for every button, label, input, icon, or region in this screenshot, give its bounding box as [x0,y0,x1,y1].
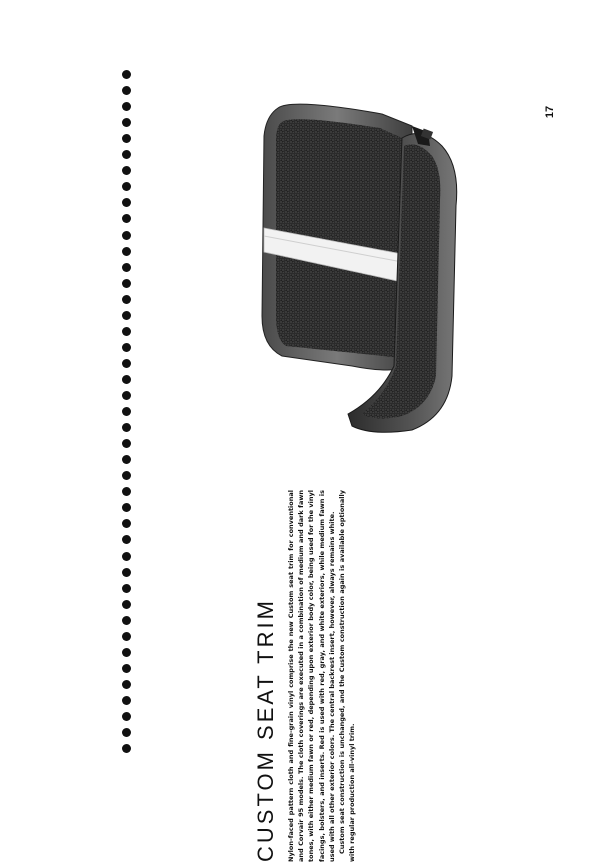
binder-hole [122,632,131,641]
binder-hole [122,471,131,480]
binder-hole [122,728,131,737]
binder-hole [122,503,131,512]
binder-hole [122,70,131,79]
binder-hole [122,311,131,320]
binder-hole [122,182,131,191]
article-block [253,490,357,862]
binder-hole [122,375,131,384]
binder-hole [122,439,131,448]
article-body [286,490,357,862]
binder-hole [122,519,131,528]
binder-hole [122,616,131,625]
binder-hole [122,295,131,304]
binder-hole [122,118,131,127]
article-paragraph: Nylon-faced pattern cloth and fine-grain vinyl comprise the new Custom seat trim for conventional and Corvair 95 models. The cloth coverings are executed in a combination of medium and dark fawn tones, with either medium fawn or red, depending upon exterior body color, being used for the vinyl facings, bolsters, and inserts. Red is used with red, gray, and white exteriors, while medium fawn is used with all other exterior colors. The central backrest insert, however, always remains white. [287,490,336,862]
page-number: 17 [544,105,556,119]
binder-hole [122,134,131,143]
binder-hole [122,327,131,336]
binder-hole [122,279,131,288]
binder-hole [122,664,131,673]
binder-hole [122,455,131,464]
binder-hole [122,198,131,207]
binder-hole [122,359,131,368]
binder-hole [122,263,131,272]
binder-hole [122,86,131,95]
binder-hole [122,166,131,175]
binder-hole [122,552,131,561]
binder-hole [122,744,131,753]
binder-hole [122,696,131,705]
binder-hole [122,247,131,256]
binder-hole [122,423,131,432]
binder-hole [122,102,131,111]
binder-hole [122,391,131,400]
binder-holes [122,70,136,760]
binder-hole [122,600,131,609]
binder-hole [122,231,131,240]
article-paragraph: Custom seat construction is unchanged, and the Custom construction again is available optionally with regular production all-vinyl trim. [338,490,357,862]
seat-photo [252,96,472,436]
article-title: CUSTOM SEAT TRIM [253,598,278,862]
binder-hole [122,343,131,352]
binder-hole [122,584,131,593]
binder-hole [122,487,131,496]
binder-hole [122,568,131,577]
binder-hole [122,680,131,689]
binder-hole [122,214,131,223]
binder-hole [122,407,131,416]
binder-hole [122,648,131,657]
binder-hole [122,712,131,721]
binder-hole [122,150,131,159]
binder-hole [122,535,131,544]
